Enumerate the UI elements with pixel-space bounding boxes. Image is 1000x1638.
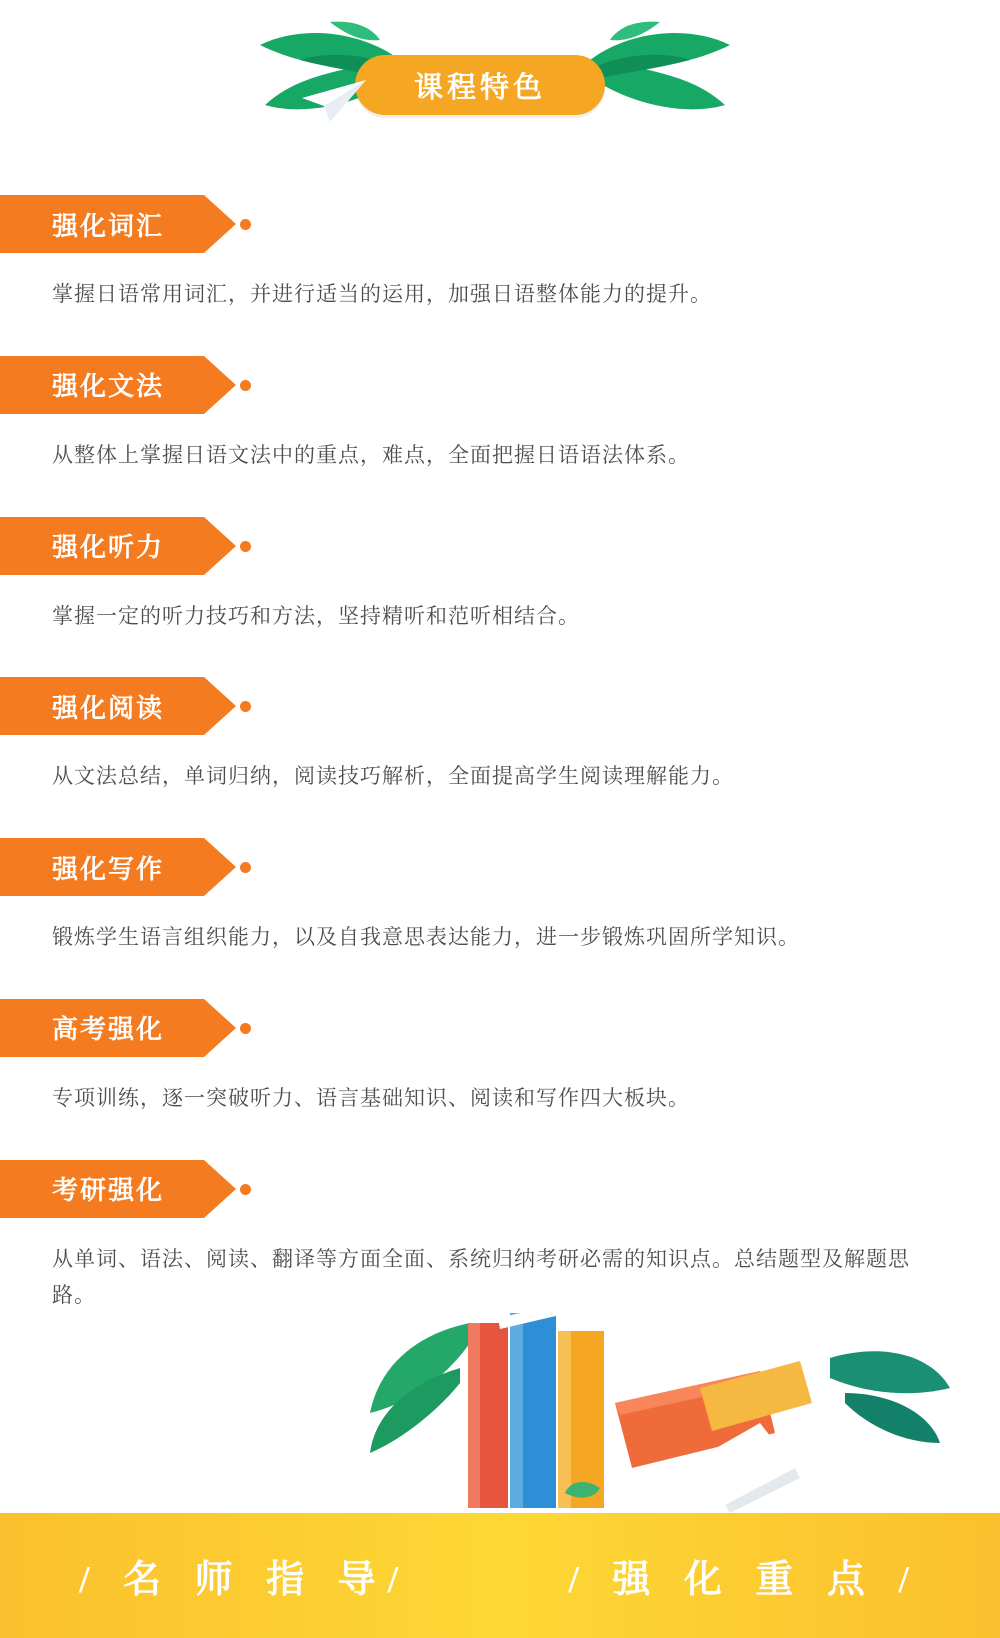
feature-tag-label: 强化写作 (52, 853, 165, 884)
feature-tag (0, 195, 204, 253)
feature-tag-row (0, 517, 1000, 575)
tag-arrow-icon (204, 677, 236, 735)
bullet-dot-icon (240, 1184, 251, 1195)
feature-tag-row (0, 677, 1000, 735)
feature-description: 从文法总结，单词归纳，阅读技巧解析，全面提高学生阅读理解能力。 (52, 765, 734, 789)
bullet-dot-icon (240, 701, 251, 712)
feature-tag (0, 677, 204, 735)
feature-description: 从单词、语法、阅读、翻译等方面全面、系统归纳考研必需的知识点。总结题型及解题思路。 (52, 1247, 910, 1308)
feature-tag-label: 强化听力 (52, 532, 165, 562)
feature-tag-row (0, 195, 1000, 253)
paper-plane-icon (300, 78, 370, 124)
tag-arrow-icon (204, 999, 236, 1057)
feature-tag-label: 强化词汇 (52, 210, 165, 241)
tag-arrow-icon (204, 1160, 236, 1218)
spacer (0, 322, 1000, 356)
footer-left-text: / 名 师 指 导/ (79, 1559, 411, 1601)
feature-description: 掌握一定的听力技巧和方法，坚持精听和范听相结合。 (52, 604, 580, 628)
feature-description: 专项训练，逐一突破听力、语言基础知识、阅读和写作四大板块。 (52, 1086, 690, 1110)
feature-tag (0, 999, 204, 1057)
feature-item (0, 356, 1000, 475)
leaf-decoration-right (580, 20, 760, 140)
feature-item (0, 677, 1000, 796)
feature-tag-label: 强化阅读 (52, 692, 165, 723)
feature-tag-row (0, 1160, 1000, 1218)
header-banner (0, 0, 1000, 175)
spacer (0, 804, 1000, 838)
feature-tag (0, 1160, 204, 1218)
footer-banner (0, 1513, 1000, 1638)
bullet-dot-icon (240, 1023, 251, 1034)
feature-tag-row (0, 838, 1000, 896)
spacer (0, 1126, 1000, 1160)
feature-description: 从整体上掌握日语文法中的重点，难点，全面把握日语语法体系。 (52, 443, 690, 467)
feature-item (0, 195, 1000, 314)
bullet-dot-icon (240, 219, 251, 230)
page-title-text: 课程特色 (413, 71, 546, 104)
feature-tag-label: 高考强化 (52, 1014, 165, 1045)
feature-tag-label: 考研强化 (52, 1175, 165, 1205)
feature-tag-label: 强化文法 (52, 371, 165, 402)
spacer (0, 483, 1000, 517)
feature-item (0, 1160, 1000, 1316)
feature-item (0, 999, 1000, 1118)
tag-arrow-icon (204, 517, 236, 575)
feature-tag (0, 517, 204, 575)
tag-arrow-icon (204, 195, 236, 253)
feature-description: 锻炼学生语言组织能力，以及自我意思表达能力，进一步锻炼巩固所学知识。 (52, 926, 800, 949)
page-title (355, 55, 605, 115)
footer-right-text: / 强 化 重 点 / (568, 1559, 921, 1601)
bullet-dot-icon (240, 380, 251, 391)
bullet-dot-icon (240, 541, 251, 552)
books-and-leaves-illustration (0, 1283, 1000, 1513)
feature-item (0, 838, 1000, 957)
feature-list (0, 175, 1000, 1315)
spacer (0, 643, 1000, 677)
feature-tag (0, 356, 204, 414)
feature-item (0, 517, 1000, 636)
feature-tag (0, 838, 204, 896)
feature-description: 掌握日语常用词汇，并进行适当的运用，加强日语整体能力的提升。 (52, 283, 712, 306)
bullet-dot-icon (240, 862, 251, 873)
feature-tag-row (0, 356, 1000, 414)
spacer (0, 965, 1000, 999)
tag-arrow-icon (204, 356, 236, 414)
feature-tag-row (0, 999, 1000, 1057)
tag-arrow-icon (204, 838, 236, 896)
